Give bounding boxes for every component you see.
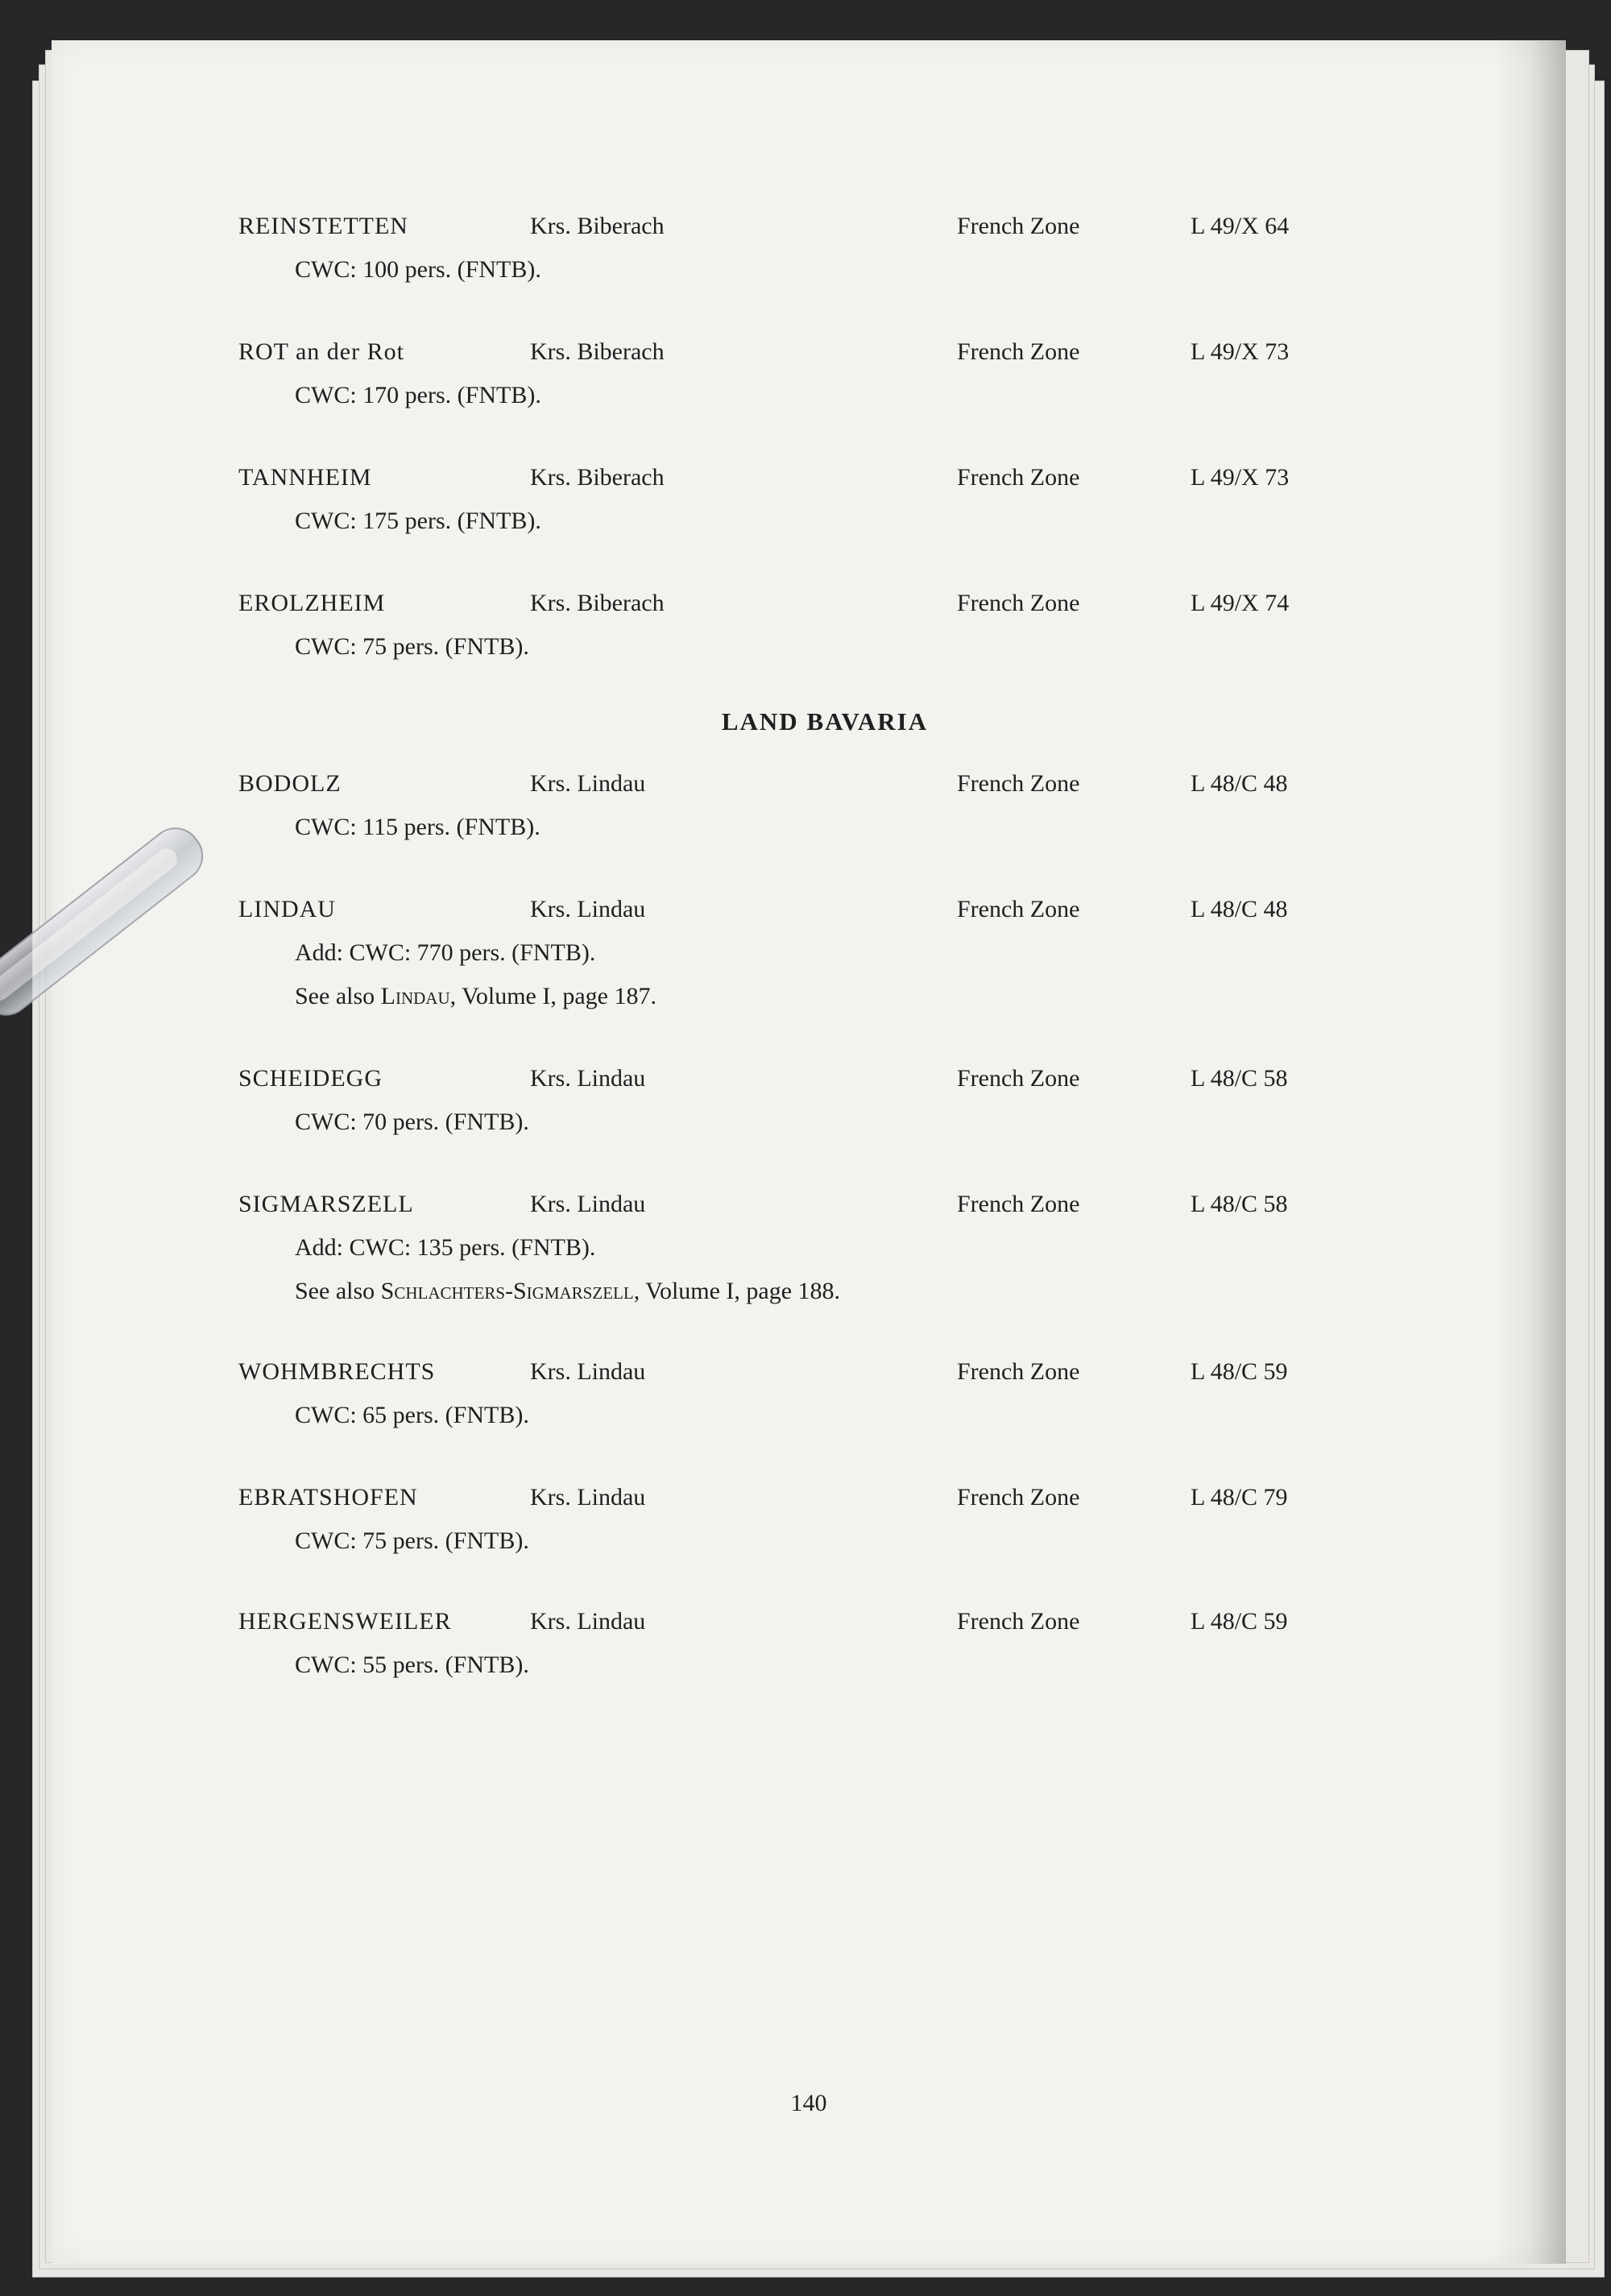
grid-reference: L 48/C 58 (1191, 1191, 1288, 1217)
place-name: HERGENSWEILER (238, 1608, 452, 1635)
district: Krs. Biberach (530, 338, 665, 365)
place-name: BODOLZ (238, 770, 342, 797)
place-name: EBRATSHOFEN (238, 1484, 418, 1511)
cross-reference-prefix: See also (295, 983, 381, 1009)
cross-reference-prefix: See also (295, 1278, 381, 1304)
grid-reference: L 48/C 79 (1191, 1484, 1288, 1511)
cross-reference-place: Schlachters-Sigmarszell (380, 1278, 634, 1304)
cross-reference-suffix: , Volume I, page 187. (449, 983, 656, 1009)
cwc-detail: Add: CWC: 135 pers. (FNTB). (295, 1234, 596, 1261)
zone: French Zone (957, 1608, 1080, 1635)
place-name: EROLZHEIM (238, 590, 386, 616)
document-page (52, 40, 1566, 2264)
place-name: REINSTETTEN (238, 213, 408, 239)
grid-reference: L 49/X 74 (1191, 590, 1290, 616)
district: Krs. Lindau (530, 1191, 646, 1217)
binding-shadow (1493, 40, 1566, 2264)
place-name: LINDAU (238, 896, 336, 922)
grid-reference: L 49/X 73 (1191, 338, 1290, 365)
grid-reference: L 48/C 59 (1191, 1358, 1288, 1385)
district: Krs. Lindau (530, 770, 646, 797)
zone: French Zone (957, 464, 1080, 491)
zone: French Zone (957, 590, 1080, 616)
grid-reference: L 48/C 59 (1191, 1608, 1288, 1635)
grid-reference: L 49/X 64 (1191, 213, 1290, 239)
cwc-detail: CWC: 115 pers. (FNTB). (295, 814, 540, 840)
zone: French Zone (957, 1358, 1080, 1385)
cwc-detail: CWC: 75 pers. (FNTB). (295, 1527, 529, 1554)
cwc-detail: Add: CWC: 770 pers. (FNTB). (295, 939, 596, 966)
district: Krs. Lindau (530, 1484, 646, 1511)
cross-reference (295, 1278, 840, 1305)
grid-reference: L 49/X 73 (1191, 464, 1290, 491)
zone: French Zone (957, 338, 1080, 365)
place-name: SIGMARSZELL (238, 1191, 414, 1217)
place-name: SCHEIDEGG (238, 1065, 383, 1092)
cwc-detail: CWC: 70 pers. (FNTB). (295, 1109, 529, 1135)
zone: French Zone (957, 1065, 1080, 1092)
cross-reference-place: Lindau (380, 983, 450, 1009)
zone: French Zone (957, 1484, 1080, 1511)
page-number: 140 (790, 2090, 827, 2116)
zone: French Zone (957, 770, 1080, 797)
zone: French Zone (957, 896, 1080, 922)
cwc-detail: CWC: 75 pers. (FNTB). (295, 633, 529, 660)
district: Krs. Lindau (530, 1358, 646, 1385)
grid-reference: L 48/C 48 (1191, 770, 1288, 797)
district: Krs. Biberach (530, 590, 665, 616)
cwc-detail: CWC: 175 pers. (FNTB). (295, 508, 541, 534)
grid-reference: L 48/C 48 (1191, 896, 1288, 922)
district: Krs. Lindau (530, 1608, 646, 1635)
district: Krs. Biberach (530, 213, 665, 239)
place-name: TANNHEIM (238, 464, 372, 491)
cwc-detail: CWC: 170 pers. (FNTB). (295, 382, 541, 408)
cross-reference-suffix: , Volume I, page 188. (633, 1278, 841, 1304)
place-name: WOHMBRECHTS (238, 1358, 436, 1385)
district: Krs. Lindau (530, 1065, 646, 1092)
zone: French Zone (957, 213, 1080, 239)
district: Krs. Lindau (530, 896, 646, 922)
grid-reference: L 48/C 58 (1191, 1065, 1288, 1092)
district: Krs. Biberach (530, 464, 665, 491)
place-name: ROT an der Rot (238, 338, 404, 365)
cwc-detail: CWC: 65 pers. (FNTB). (295, 1402, 529, 1428)
section-heading: LAND BAVARIA (721, 707, 929, 736)
cwc-detail: CWC: 100 pers. (FNTB). (295, 256, 541, 283)
cwc-detail: CWC: 55 pers. (FNTB). (295, 1652, 529, 1678)
cross-reference (295, 983, 656, 1010)
zone: French Zone (957, 1191, 1080, 1217)
